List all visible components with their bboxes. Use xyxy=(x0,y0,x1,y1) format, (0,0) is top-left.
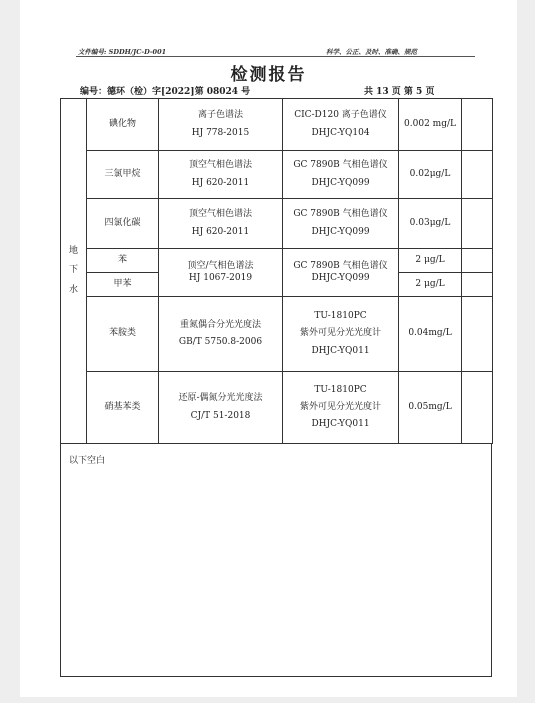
limit-cell: 0.03μg/L xyxy=(399,199,462,249)
limit-cell: 2 μg/L xyxy=(399,249,462,273)
method-cell: 顶空气相色谱法 HJ 620-2011 xyxy=(159,151,283,199)
item-cell: 苯 xyxy=(87,249,159,273)
limit-cell: 0.02μg/L xyxy=(399,151,462,199)
category-cell: 地 下 水 xyxy=(61,99,87,444)
method-cell: 重氮偶合分光光度法 GB/T 5750.8-2006 xyxy=(159,297,283,372)
header-motto: 科学、公正、及时、准确、规范 xyxy=(326,48,417,56)
item-cell: 四氯化碳 xyxy=(87,199,159,249)
table-row xyxy=(61,297,493,372)
table-row xyxy=(61,249,493,273)
limit-cell: 2 μg/L xyxy=(399,273,462,297)
table-row xyxy=(61,151,493,199)
method-cell: 离子色谱法 HJ 778-2015 xyxy=(159,99,283,151)
instrument-cell: GC 7890B 气相色谱仪 DHJC-YQ099 xyxy=(283,151,399,199)
document-page xyxy=(20,0,517,697)
method-cell: 还原-偶氮分光光度法 CJ/T 51-2018 xyxy=(159,372,283,444)
empty-cell xyxy=(462,372,493,444)
instrument-cell: GC 7890B 气相色谱仪 DHJC-YQ099 xyxy=(283,199,399,249)
limit-cell: 0.002 mg/L xyxy=(399,99,462,151)
blank-below-note: 以下空白 xyxy=(69,456,106,466)
limit-cell: 0.05mg/L xyxy=(399,372,462,444)
report-title: 检测报告 xyxy=(230,65,307,85)
method-cell: 顶空气相色谱法 HJ 620-2011 xyxy=(159,199,283,249)
item-cell: 硝基苯类 xyxy=(87,372,159,444)
empty-cell xyxy=(462,99,493,151)
empty-cell xyxy=(462,151,493,199)
empty-cell xyxy=(462,199,493,249)
empty-cell xyxy=(462,249,493,273)
instrument-cell: GC 7890B 气相色谱仪 DHJC-YQ099 xyxy=(283,249,399,297)
item-cell: 三氯甲烷 xyxy=(87,151,159,199)
results-table xyxy=(60,98,493,444)
remarks-box xyxy=(60,443,492,677)
table-row xyxy=(61,199,493,249)
header-rule xyxy=(76,56,475,57)
instrument-cell: TU-1810PC 紫外可见分光光度计 DHJC-YQ011 xyxy=(283,372,399,444)
item-cell: 苯胺类 xyxy=(87,297,159,372)
page-count: 共 13 页 第 5 页 xyxy=(364,87,435,97)
empty-cell xyxy=(462,297,493,372)
limit-cell: 0.04mg/L xyxy=(399,297,462,372)
file-number: 文件编号: SDDH/JC-D-001 xyxy=(78,48,167,56)
empty-cell xyxy=(462,273,493,297)
method-cell: 顶空/气相色谱法 HJ 1067-2019 xyxy=(159,249,283,297)
report-number: 编号：德环（检）字[2022]第 08024 号 xyxy=(80,87,251,97)
table-row xyxy=(61,99,493,151)
item-cell: 甲苯 xyxy=(87,273,159,297)
instrument-cell: CIC-D120 离子色谱仪 DHJC-YQ104 xyxy=(283,99,399,151)
table-row xyxy=(61,372,493,444)
instrument-cell: TU-1810PC 紫外可见分光光度计 DHJC-YQ011 xyxy=(283,297,399,372)
item-cell: 碘化物 xyxy=(87,99,159,151)
